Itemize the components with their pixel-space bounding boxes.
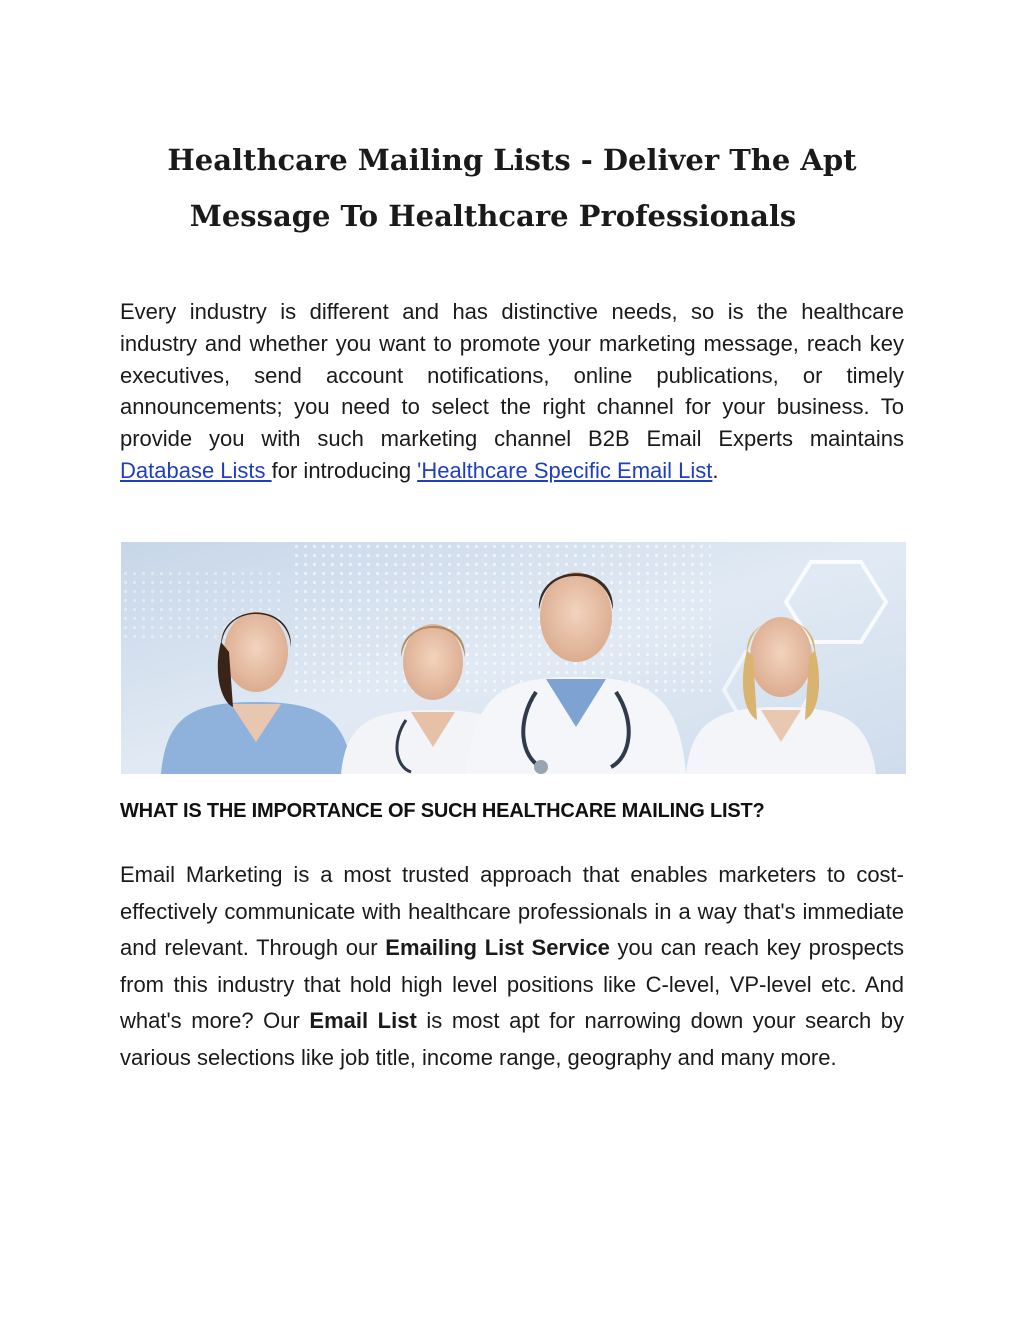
body-text-1: Email Marketing is a most trusted approach that enables marketers to cost-effectively communicate with healthcare professionals in a way that's immediate and relevant. Through our bbox=[120, 862, 904, 961]
intro-text: Every industry is different and has distinctive needs, so is the healthcare industry and whether you want to promote your marketing message, reach key executives, send account notifications, online publications, or timely announcements; you need to select the right channel for your business. To provide you with such marketing channel B2B Email Experts maintains bbox=[120, 299, 904, 452]
body-text-3: is most apt for narrowing down your search by various selections like job title, income range, geography and many more. bbox=[120, 1008, 905, 1070]
body-paragraph bbox=[120, 857, 904, 1077]
healthcare-professionals-photo bbox=[121, 542, 906, 774]
title-line-2: Message To Healthcare Professionals bbox=[189, 199, 797, 233]
title-line-1: Healthcare Mailing Lists - Deliver The Apt bbox=[167, 143, 857, 177]
section-heading: WHAT IS THE IMPORTANCE OF SUCH HEALTHCARE MAILING LIST? bbox=[120, 800, 765, 822]
email-list-text: Email List bbox=[309, 1008, 417, 1034]
body-text-2: you can reach key prospects from this industry that hold high level positions like C-level, VP-level etc. And what's more? Our bbox=[120, 935, 904, 1034]
healthcare-email-list-link[interactable]: 'Healthcare Specific Email List bbox=[417, 457, 713, 483]
emailing-list-service-text: Emailing List Service bbox=[385, 935, 610, 961]
intro-text-middle: for introducing bbox=[271, 457, 418, 483]
database-lists-link[interactable]: Database Lists bbox=[120, 457, 272, 483]
intro-text-end: . bbox=[712, 457, 719, 483]
intro-paragraph bbox=[120, 296, 904, 487]
page-title bbox=[120, 132, 904, 244]
